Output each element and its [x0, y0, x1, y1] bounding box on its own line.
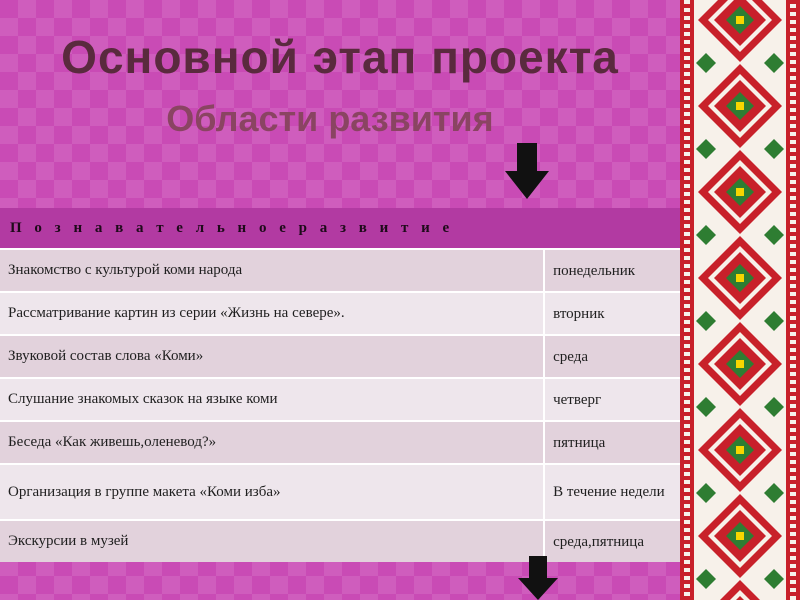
day-cell: четверг [553, 391, 602, 408]
table-header [0, 208, 680, 248]
development-table [0, 208, 680, 562]
table-row [0, 377, 680, 420]
activity-cell: Беседа «Как живешь,оленевод?» [0, 422, 545, 463]
day-cell: В течение недели [553, 484, 665, 500]
table-row [0, 519, 680, 562]
activity-cell: Рассматривание картин из серии «Жизнь на севере». [0, 293, 545, 334]
arrow-down-icon [505, 143, 549, 199]
activity-cell: Звуковой состав слова «Коми» [0, 336, 545, 377]
activity-cell: Знакомство с культурой коми народа [0, 250, 545, 291]
table-row [0, 291, 680, 334]
arrow-down-icon [518, 556, 558, 600]
day-cell: вторник [553, 305, 605, 322]
activity-cell: Организация в группе макета «Коми изба» [0, 465, 545, 519]
slide-subtitle: Области развития [166, 98, 494, 139]
activity-cell: Слушание знакомых сказок на языке коми [0, 379, 545, 420]
day-cell: среда [553, 348, 589, 365]
day-cell: понедельник [553, 262, 636, 279]
table-body [0, 248, 680, 562]
table-row [0, 420, 680, 463]
day-cell: пятница [553, 434, 606, 451]
day-cell: среда,пятница [553, 533, 644, 550]
ornament-pattern [680, 0, 800, 600]
table-header-label: П о з н а в а т е л ь н о е р а з в и т и е [10, 220, 454, 236]
table-row [0, 463, 680, 519]
slide-title: Основной этап проекта [61, 31, 619, 83]
table-row [0, 248, 680, 291]
embroidery-ornament [680, 0, 800, 600]
table-row [0, 334, 680, 377]
activity-cell: Экскурсии в музей [0, 521, 545, 562]
